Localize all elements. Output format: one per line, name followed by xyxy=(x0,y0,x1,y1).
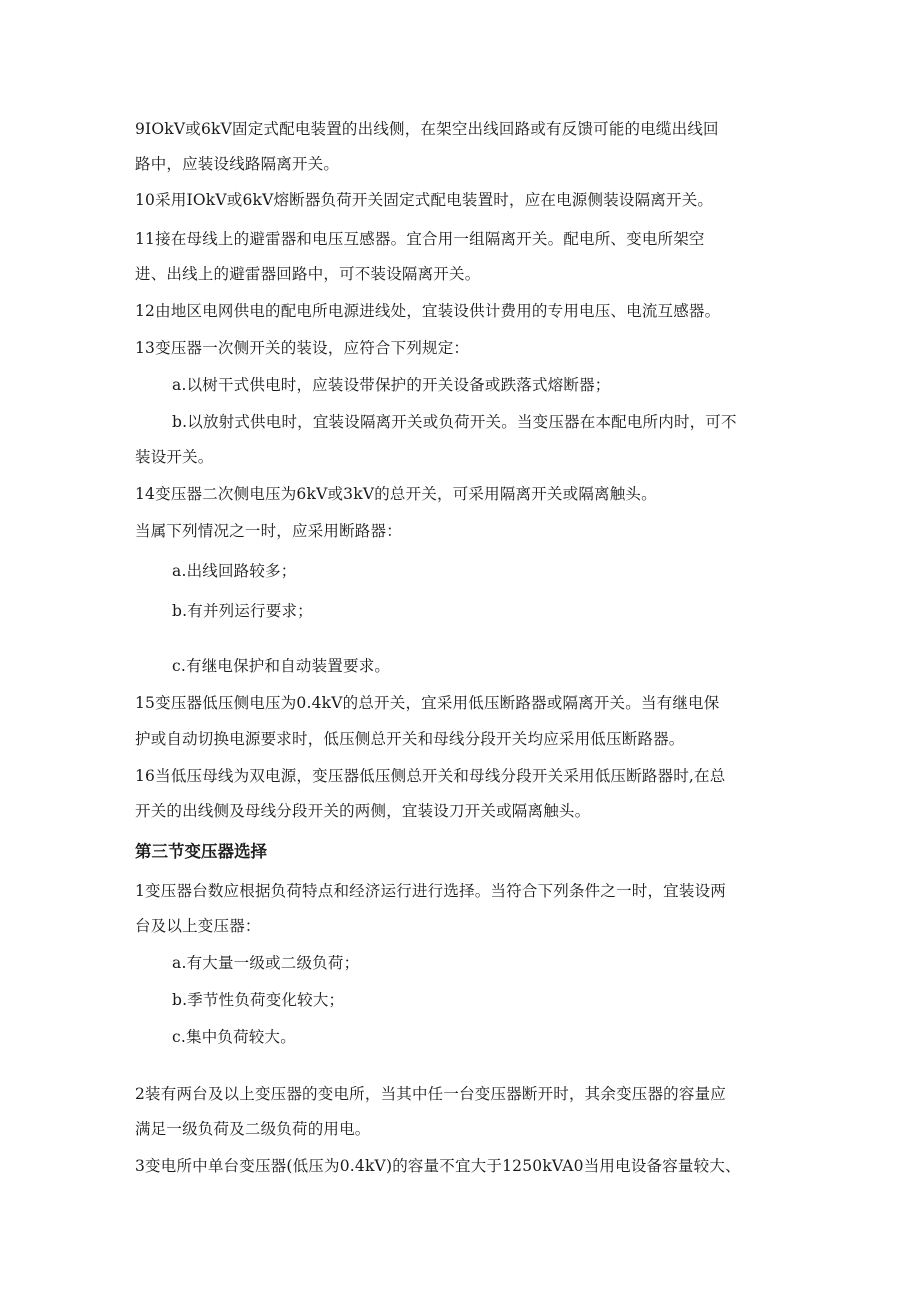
text-line-s3-1: 3变电所中单台变压器(低压为0.4kV)的容量不宜大于1250kVA0当用电设备容量较大、 xyxy=(135,1157,741,1175)
text-line-15-1: 15变压器低压侧电压为0.4kV的总开关，宜采用低压断路器或隔离开关。当有继电保 xyxy=(135,694,720,712)
text-line-16-2: 开关的出线侧及母线分段开关的两侧，宜装设刀开关或隔离触头。 xyxy=(135,802,591,820)
text-line-s2-1: 2装有两台及以上变压器的变电所，当其中任一台变压器断开时，其余变压器的容量应 xyxy=(135,1085,726,1103)
text-line-14a: a.出线回路较多； xyxy=(172,562,297,580)
text-line-14c: c.有继电保护和自动装置要求。 xyxy=(172,657,391,675)
text-line-13b-1: b.以放射式供电时，宜装设隔离开关或负荷开关。当变压器在本配电所内时，可不 xyxy=(172,413,737,431)
text-line-s2-2: 满足一级负荷及二级负荷的用电。 xyxy=(135,1120,371,1138)
text-line-9-1: 9IOkV或6kV固定式配电装置的出线侧，在架空出线回路或有反馈可能的电缆出线回 xyxy=(135,120,719,138)
text-line-12: 12由地区电网供电的配电所电源进线处，宜装设供计费用的专用电压、电流互感器。 xyxy=(135,302,721,320)
text-line-14-cond: 当属下列情况之一时，应采用断路器： xyxy=(135,522,402,540)
text-line-9-2: 路中，应装设线路隔离开关。 xyxy=(135,155,340,173)
text-line-16-1: 16当低压母线为双电源，变压器低压侧总开关和母线分段开关采用低压断路器时,在总 xyxy=(135,767,726,785)
text-line-s1-2: 台及以上变压器： xyxy=(135,917,261,935)
section-heading: 第三节变压器选择 xyxy=(135,842,267,861)
text-line-11-1: 11接在母线上的避雷器和电压互感器。宜合用一组隔离开关。配电所、变电所架空 xyxy=(135,230,705,248)
text-line-s1-1: 1变压器台数应根据负荷特点和经济运行进行选择。当符合下列条件之一时，宜装设两 xyxy=(135,882,726,900)
text-line-15-2: 护或自动切换电源要求时，低压侧总开关和母线分段开关均应采用低压断路器。 xyxy=(135,730,685,748)
text-line-s1c: c.集中负荷较大。 xyxy=(172,1028,296,1046)
text-line-11-2: 进、出线上的避雷器回路中，可不装设隔离开关。 xyxy=(135,265,481,283)
text-line-s1b: b.季节性负荷变化较大； xyxy=(172,991,345,1009)
text-line-13a: a.以树干式供电时，应装设带保护的开关设备或跌落式熔断器； xyxy=(172,376,611,394)
text-line-s1a: a.有大量一级或二级负荷； xyxy=(172,954,360,972)
text-line-10: 10采用IOkV或6kV熔断器负荷开关固定式配电装置时，应在电源侧装设隔离开关。 xyxy=(135,191,714,209)
text-line-13b-2: 装设开关。 xyxy=(135,448,214,466)
text-line-14: 14变压器二次侧电压为6kV或3kV的总开关，可采用隔离开关或隔离触头。 xyxy=(135,485,657,503)
text-line-14b: b.有并列运行要求； xyxy=(172,602,313,620)
text-line-13: 13变压器一次侧开关的装设，应符合下列规定： xyxy=(135,339,470,357)
